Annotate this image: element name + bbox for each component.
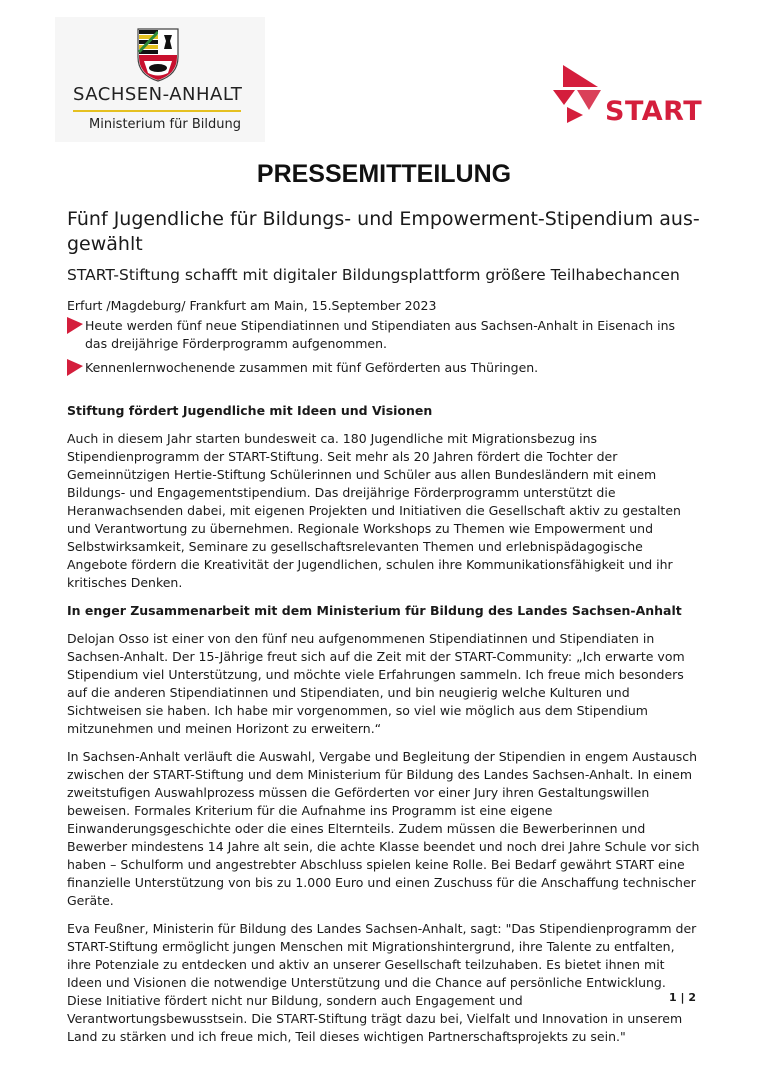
- sachsen-anhalt-name: SACHSEN-ANHALT: [73, 84, 243, 105]
- coat-of-arms-icon: [134, 27, 182, 83]
- bullet-text: Kennenlernwochenende zusammen mit fünf Geförderten aus Thüringen.: [85, 360, 539, 375]
- ministry-name: Ministerium für Bildung: [89, 117, 241, 132]
- sachsen-anhalt-logo: [55, 17, 265, 142]
- bullet-item: [67, 317, 697, 353]
- paragraph: In Sachsen-Anhalt verläuft die Auswahl, Vergabe und Begleitung der Stipendien in engem Austausch zwischen der START-Stiftung und dem Ministerium für Bildung des Landes Sachsen-Anhalt. In einem zweitstufigen Auswahlprozess müssen die Geförderten vor einer Jury ihren Gestaltungswillen beweisen. Formales Kriterium für die Aufnahme ins Programm ist eine eigene Einwanderungsgeschichte oder die eines Elternteils. Zudem müssen die Bewerberinnen und Bewerber mindestens 14 Jahre alt sein, die achte Klasse beendet und noch drei Jahre Schule vor sich haben – Schulform und angestrebter Abschluss spielen keine Rolle. Bei Bedarf gewährt START eine finanzielle Unterstützung von bis zu 1.000 Euro und einen Zuschuss für die Anschaffung technischer Geräte.: [67, 749, 700, 908]
- bullet-item: [67, 359, 697, 377]
- triangle-bullet-icon: [67, 359, 83, 377]
- start-triangles-icon: [553, 65, 613, 130]
- article-body: [67, 402, 702, 1056]
- paragraph: Eva Feußner, Ministerin für Bildung des Landes Sachsen-Anhalt, sagt: "Das Stipendienprogramm der START-Stiftung ermöglicht jungen Menschen mit Migrationshintergrund, ihre Talente zu entfalten, ihre Potenziale zu entdecken und aktiv an unserer Gesellschaft teilzuhaben. Es bietet ihnen mit Ideen und Visionen die notwendige Unterstützung und die Chance auf persönliche Entwicklung. Diese Initiative fördert nicht nur Bildung, sondern auch Engagement und Verantwortungsbewusstsein. Die START-Stiftung trägt dazu bei, Vielfalt und Innovation in unserem Land zu stärken und ich freue mich, Teil dieses wichtigen Partnerschaftsprojekts zu sein.": [67, 921, 697, 1044]
- press-title: Fünf Jugendliche für Bildungs- und Empowerment-Stipendium ausgewählt: [67, 208, 700, 255]
- section-heading: Stiftung fördert Jugendliche mit Ideen und Visionen: [67, 403, 433, 418]
- page-number: 1 | 2: [669, 991, 696, 1004]
- start-logo: [553, 65, 703, 130]
- section-heading: In enger Zusammenarbeit mit dem Ministerium für Bildung des Landes Sachsen-Anhalt: [67, 603, 682, 618]
- bullet-list: [67, 317, 697, 383]
- paragraph: Delojan Osso ist einer von den fünf neu aufgenommenen Stipendiatinnen und Stipendiaten in Sachsen-Anhalt. Der 15-Jährige freut sich auf die Zeit mit der START-Community: „Ich erwarte vom Stipendium viel Unterstützung, und möchte viele Erfahrungen sammeln. Ich freue mich besonders auf die anderen Stipendiatinnen und Stipendiaten, und bin neugierig welche Kulturen und Sichtweisen sie haben. Ich habe mir vorgenommen, so viel wie möglich aus dem Stipendium mitzunehmen und meinen Horizont zu erweitern.“: [67, 631, 685, 736]
- bullet-text: Heute werden fünf neue Stipendiatinnen und Stipendiaten aus Sachsen-Anhalt in Eisenach ins das dreijährige Förderprogramm aufgenommen.: [85, 318, 676, 351]
- page-headline: PRESSEMITTEILUNG: [256, 160, 512, 188]
- press-subtitle: START-Stiftung schafft mit digitaler Bildungsplattform größere Teilhabechancen: [67, 266, 680, 284]
- triangle-bullet-icon: [67, 317, 83, 335]
- paragraph: Auch in diesem Jahr starten bundesweit ca. 180 Jugendliche mit Migrationsbezug ins Stipendienprogramm der START-Stiftung. Seit mehr als 20 Jahren fördert die Tochter der Gemeinnützigen Hertie-Stiftung Schülerinnen und Schüler aus allen Bundesländern mit einem Bildungs- und Engagementstipendium. Das dreijährige Förderprogramm unterstützt die Heranwachsenden dabei, mit eigenen Projekten und Initiativen die Gesellschaft aktiv zu gestalten und Verantwortung zu übernehmen. Regionale Workshops zu Themen wie Empowerment und Selbstwirksamkeit, Seminare zu gesellschaftsrelevanten Themen und erlebnispädagogische Angebote fördern die Kreativität der Jugendlichen, schulen ihre Kommunikationsfähigkeit und ihr kritisches Denken.: [67, 431, 681, 590]
- dateline: Erfurt /Magdeburg/ Frankfurt am Main, 15.September 2023: [67, 298, 437, 313]
- logo-divider: [73, 110, 241, 112]
- start-name: START: [605, 96, 703, 127]
